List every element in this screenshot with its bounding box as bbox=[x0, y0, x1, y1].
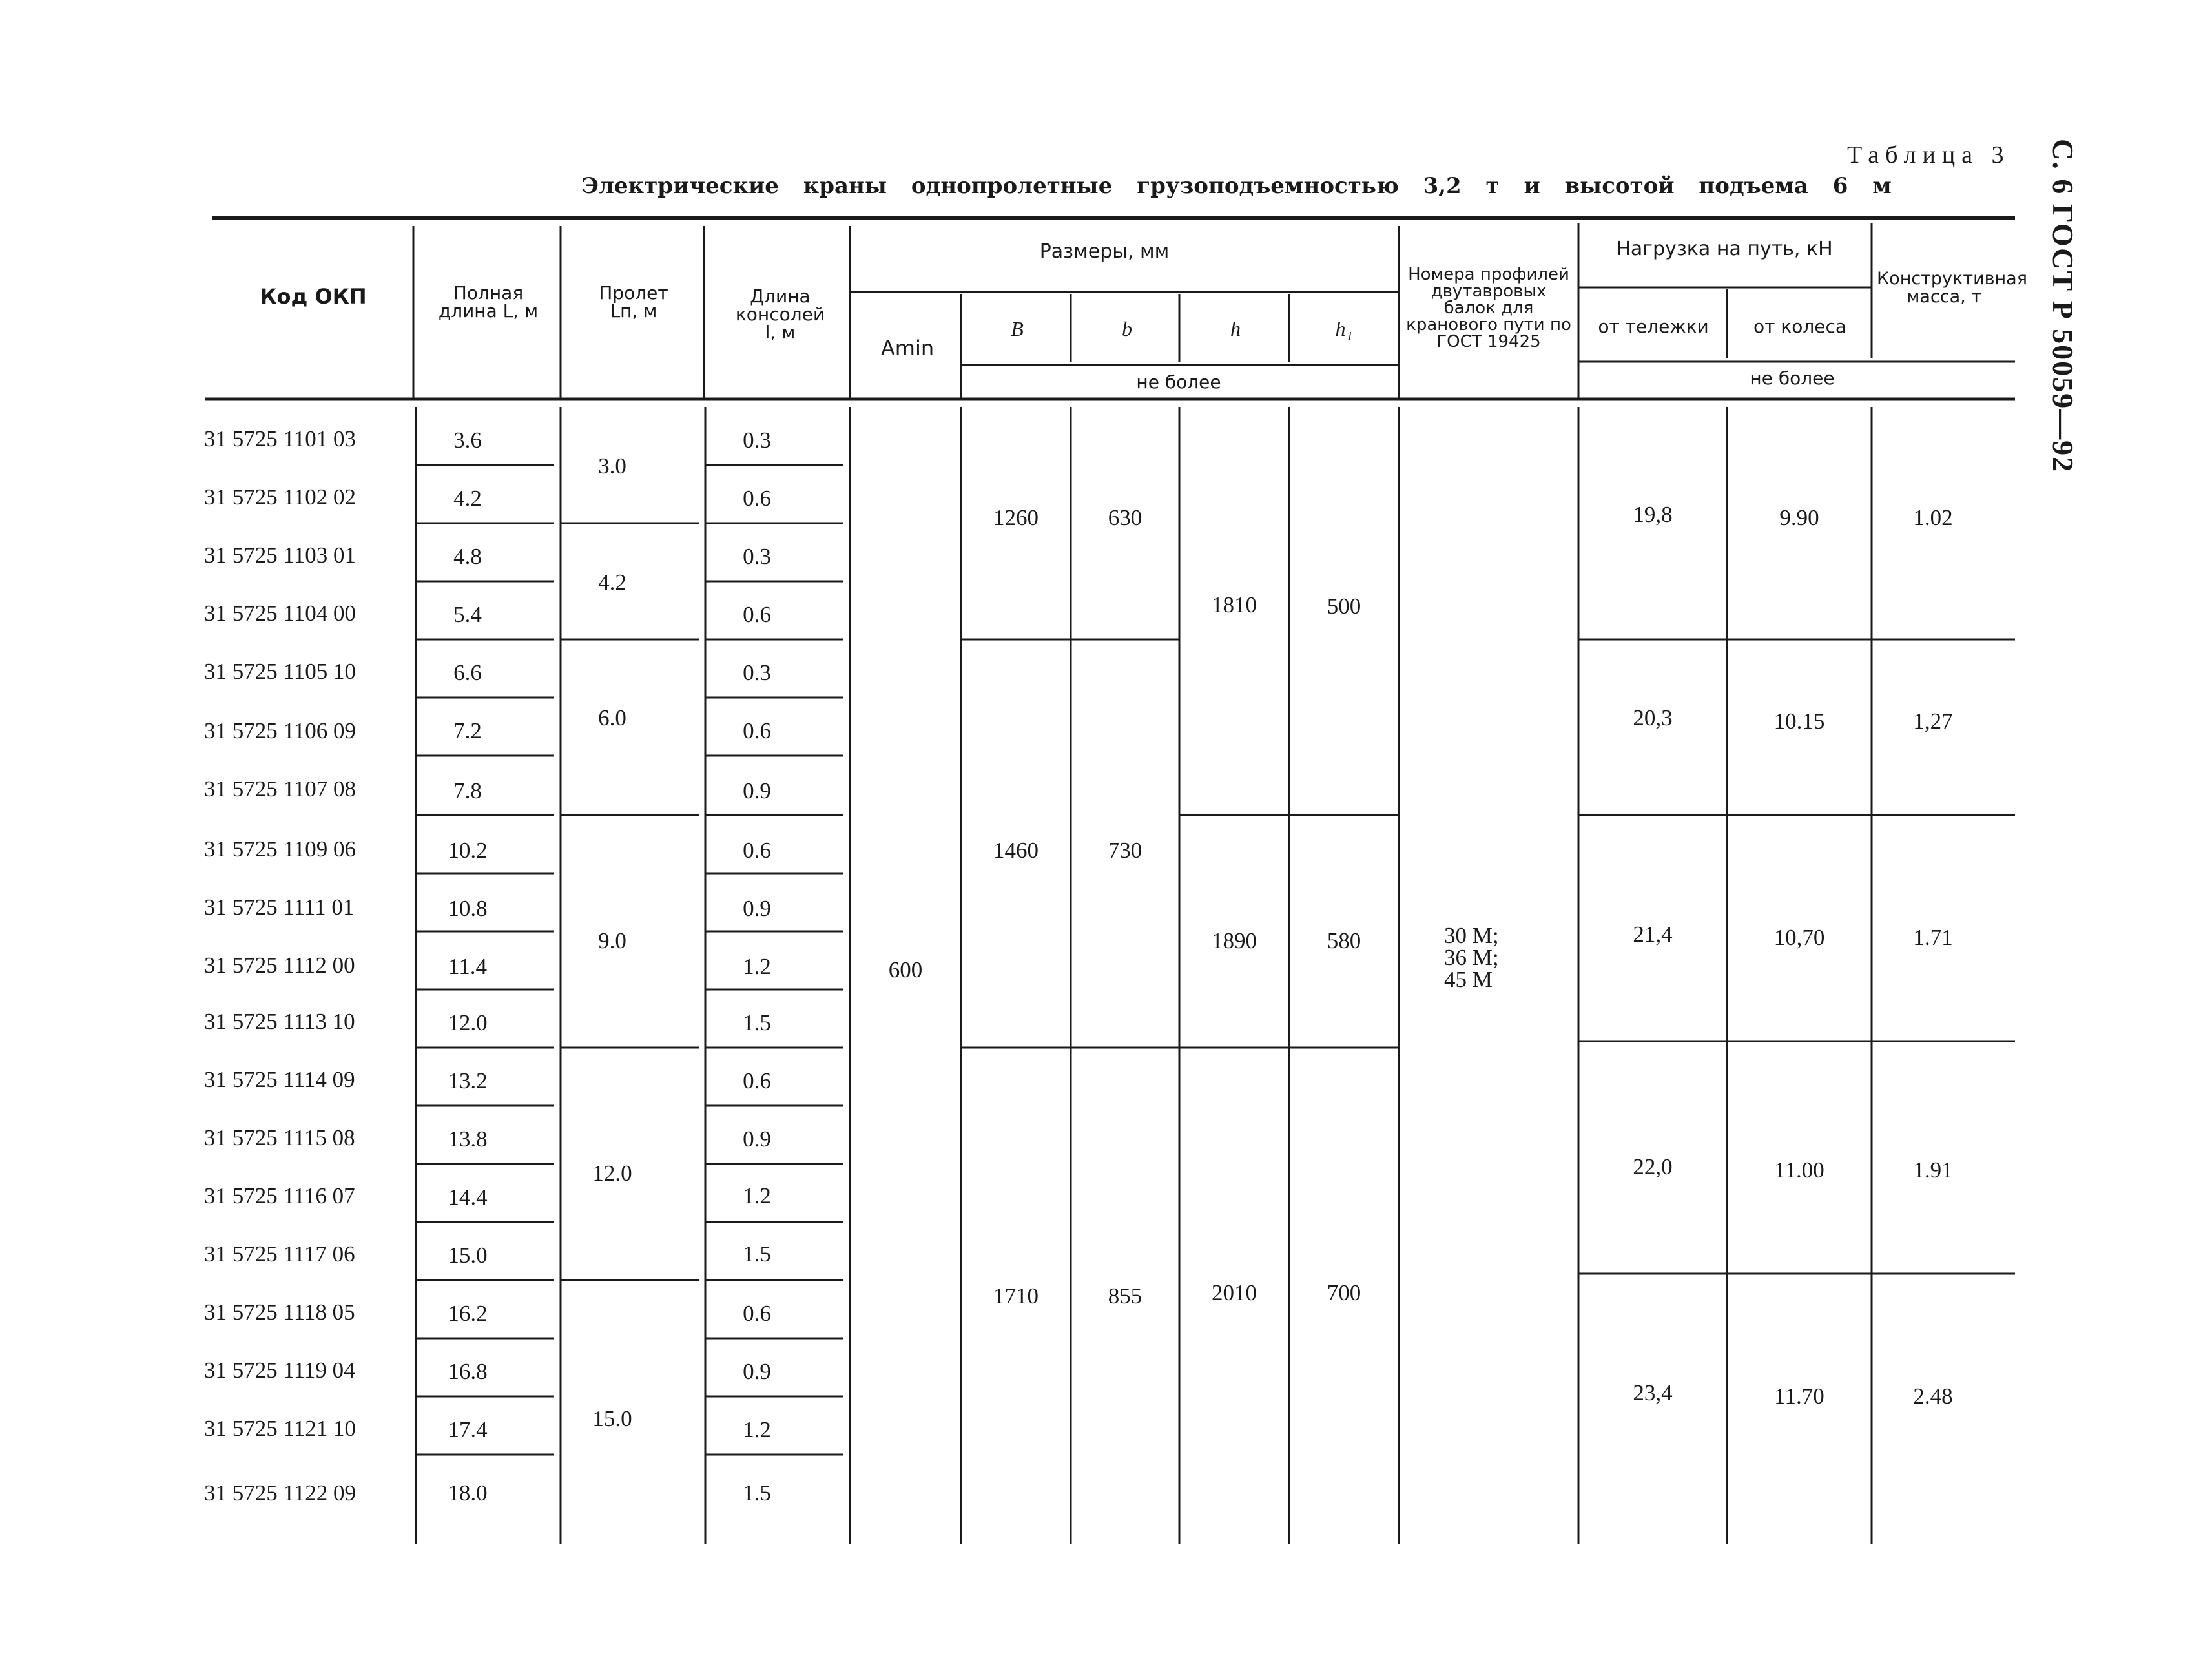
length-cell: 12.0 bbox=[448, 1010, 488, 1035]
B-cell: 1710 bbox=[993, 1283, 1039, 1309]
console-cell: 1.2 bbox=[743, 1183, 771, 1208]
header-load-wheel: от колеса bbox=[1753, 316, 1847, 337]
console-cell: 0.9 bbox=[743, 778, 771, 803]
header-B: B bbox=[1011, 317, 1024, 340]
amin-cell: 600 bbox=[888, 957, 923, 982]
header-not-more-load: не более bbox=[1750, 368, 1835, 389]
span-cell: 9.0 bbox=[598, 928, 626, 953]
profile-cell: 36 М; bbox=[1444, 945, 1499, 970]
header-load-trolley: от тележки bbox=[1598, 316, 1709, 337]
length-cell: 4.8 bbox=[453, 544, 482, 569]
header-profiles: Номера профилей двутавровых балок для кранового пути по ГОСТ 19425 bbox=[1406, 265, 1571, 351]
length-cell: 14.4 bbox=[448, 1185, 488, 1210]
code-cell: 31 5725 1113 10 bbox=[204, 1009, 355, 1034]
code-cell: 31 5725 1107 08 bbox=[204, 776, 356, 802]
console-cell: 0.3 bbox=[743, 544, 771, 569]
page-marker: С. 6 ГОСТ Р 50059—92 bbox=[2047, 139, 2080, 473]
length-cell: 17.4 bbox=[448, 1417, 488, 1442]
profile-cell: 30 М; bbox=[1444, 923, 1499, 948]
code-cell: 31 5725 1109 06 bbox=[204, 836, 356, 862]
span-cell: 4.2 bbox=[598, 570, 626, 595]
code-cell: 31 5725 1118 05 bbox=[204, 1300, 355, 1325]
header-console: Длина консолей l, м bbox=[735, 285, 825, 343]
h1-cell: 580 bbox=[1327, 928, 1361, 953]
length-cell: 10.8 bbox=[448, 896, 488, 921]
table-number: Таблица 3 bbox=[1847, 141, 2010, 169]
code-cell: 31 5725 1117 06 bbox=[204, 1241, 355, 1267]
code-cell: 31 5725 1116 07 bbox=[204, 1183, 355, 1208]
h1-cell: 700 bbox=[1327, 1280, 1361, 1305]
b-cell: 630 bbox=[1108, 505, 1142, 530]
h1-cell: 500 bbox=[1327, 594, 1361, 619]
B-cell: 1260 bbox=[993, 505, 1039, 530]
profile-cell: 45 М bbox=[1444, 967, 1493, 992]
code-cell: 31 5725 1115 08 bbox=[204, 1125, 355, 1150]
h-cell: 2010 bbox=[1212, 1280, 1257, 1305]
h-cell: 1810 bbox=[1212, 592, 1257, 617]
code-cell: 31 5725 1104 00 bbox=[204, 601, 356, 626]
load-trolley-cell: 22,0 bbox=[1633, 1154, 1673, 1179]
load-trolley-cell: 19,8 bbox=[1633, 502, 1673, 527]
header-not-more-dims: не более bbox=[1136, 371, 1221, 393]
header-full-length: Полная длина L, м bbox=[438, 282, 539, 322]
mass-cell: 1.91 bbox=[1913, 1157, 1953, 1183]
header-h: h bbox=[1230, 317, 1241, 340]
load-trolley-cell: 20,3 bbox=[1633, 705, 1673, 730]
load-wheel-cell: 11.70 bbox=[1774, 1383, 1824, 1409]
load-trolley-cell: 23,4 bbox=[1633, 1380, 1673, 1405]
length-cell: 15.0 bbox=[448, 1243, 488, 1268]
length-cell: 5.4 bbox=[453, 602, 482, 627]
length-cell: 13.2 bbox=[448, 1068, 488, 1093]
console-cell: 0.9 bbox=[743, 1126, 771, 1152]
console-cell: 0.9 bbox=[743, 1359, 771, 1384]
mass-cell: 1,27 bbox=[1913, 709, 1953, 734]
b-cell: 855 bbox=[1108, 1283, 1142, 1309]
length-cell: 10.2 bbox=[448, 838, 488, 863]
length-cell: 7.2 bbox=[453, 718, 482, 743]
length-cell: 7.8 bbox=[453, 778, 482, 803]
span-cell: 12.0 bbox=[592, 1161, 632, 1186]
span-cell: 3.0 bbox=[598, 453, 626, 479]
code-cell: 31 5725 1121 10 bbox=[204, 1416, 356, 1441]
length-cell: 3.6 bbox=[453, 428, 482, 453]
code-cell: 31 5725 1112 00 bbox=[204, 953, 355, 978]
header-b: b bbox=[1122, 317, 1132, 340]
console-cell: 1.2 bbox=[743, 1417, 771, 1442]
console-cell: 0.6 bbox=[743, 1068, 771, 1093]
header-amin: Amin bbox=[880, 336, 935, 360]
console-cell: 0.6 bbox=[743, 718, 771, 743]
console-cell: 1.5 bbox=[743, 1241, 771, 1267]
console-cell: 0.9 bbox=[743, 896, 771, 921]
console-cell: 0.3 bbox=[743, 428, 771, 453]
B-cell: 1460 bbox=[993, 838, 1039, 863]
console-cell: 1.2 bbox=[743, 954, 771, 979]
load-trolley-cell: 21,4 bbox=[1633, 922, 1673, 947]
code-cell: 31 5725 1119 04 bbox=[204, 1358, 355, 1383]
length-cell: 16.8 bbox=[448, 1359, 488, 1384]
console-cell: 1.5 bbox=[743, 1010, 771, 1035]
console-cell: 0.6 bbox=[743, 602, 771, 627]
table-title: Электрические краны однопролетные грузоподъемностью 3,2 т и высотой подъема 6 м bbox=[581, 173, 1892, 199]
console-cell: 0.3 bbox=[743, 660, 771, 685]
header-h1: h₁ bbox=[1335, 317, 1353, 340]
length-cell: 6.6 bbox=[453, 660, 482, 685]
span-cell: 15.0 bbox=[592, 1406, 632, 1431]
code-cell: 31 5725 1111 01 bbox=[204, 895, 355, 920]
code-cell: 31 5725 1102 02 bbox=[204, 484, 356, 510]
length-cell: 18.0 bbox=[448, 1480, 488, 1506]
h-cell: 1890 bbox=[1212, 928, 1257, 953]
load-wheel-cell: 10.15 bbox=[1773, 709, 1825, 734]
b-cell: 730 bbox=[1108, 838, 1142, 863]
mass-cell: 2.48 bbox=[1913, 1383, 1953, 1409]
console-cell: 0.6 bbox=[743, 838, 771, 863]
code-cell: 31 5725 1105 10 bbox=[204, 659, 356, 684]
header-mass: Конструктивная масса, т bbox=[1877, 269, 2027, 307]
console-cell: 0.6 bbox=[743, 486, 771, 511]
length-cell: 4.2 bbox=[453, 486, 482, 511]
console-cell: 0.6 bbox=[743, 1301, 771, 1326]
header-span: Пролет Lп, м bbox=[599, 282, 668, 322]
load-wheel-cell: 9.90 bbox=[1779, 505, 1819, 530]
code-cell: 31 5725 1122 09 bbox=[204, 1480, 356, 1506]
load-wheel-cell: 11.00 bbox=[1774, 1157, 1824, 1183]
code-cell: 31 5725 1103 01 bbox=[204, 543, 356, 568]
mass-cell: 1.71 bbox=[1913, 925, 1953, 950]
length-cell: 11.4 bbox=[448, 954, 487, 979]
load-wheel-cell: 10,70 bbox=[1773, 925, 1825, 950]
mass-cell: 1.02 bbox=[1913, 505, 1953, 530]
code-cell: 31 5725 1101 03 bbox=[204, 426, 356, 451]
code-cell: 31 5725 1114 09 bbox=[204, 1067, 355, 1092]
code-cell: 31 5725 1106 09 bbox=[204, 718, 356, 743]
span-cell: 6.0 bbox=[598, 705, 626, 730]
header-code: Код ОКП bbox=[260, 284, 367, 309]
header-dimensions: Размеры, мм bbox=[1039, 240, 1170, 263]
console-cell: 1.5 bbox=[743, 1480, 771, 1506]
length-cell: 16.2 bbox=[448, 1301, 488, 1326]
header-load: Нагрузка на путь, кН bbox=[1616, 238, 1833, 260]
length-cell: 13.8 bbox=[448, 1126, 488, 1152]
